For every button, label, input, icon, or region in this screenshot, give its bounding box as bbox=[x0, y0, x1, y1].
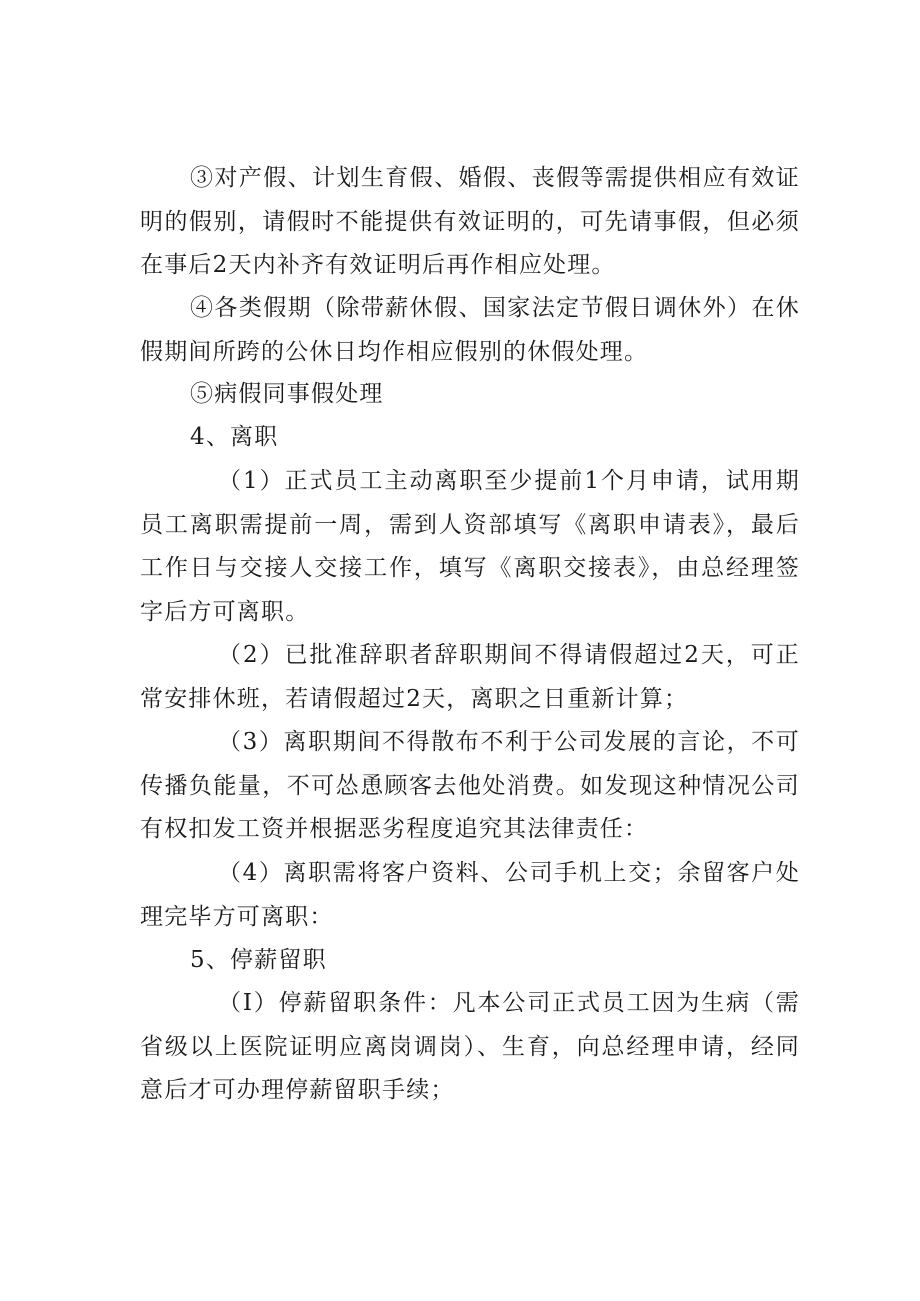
resignation-item-1: （1）正式员工主动离职至少提前1个月申请，试用期员工离职需提前一周，需到人资部填写《离职申请表》，最后工作日与交接人交接工作，填写《离职交接表》，由总经理签字后方可离职。 bbox=[140, 468, 800, 625]
resignation-item-4: （4）离职需将客户资料、公司手机上交；余留客户处理完毕方可离职： bbox=[140, 860, 800, 930]
resignation-item-2: （2）已批准辞职者辞职期间不得请假超过2天，可正常安排休班，若请假超过2天，离职之日重新计算； bbox=[140, 642, 800, 712]
paragraph-holiday-rest-days: ④各类假期（除带薪休假、国家法定节假日调休外）在休假期间所跨的公休日均作相应假别的休假处理。 bbox=[140, 295, 800, 365]
resignation-item-3: （3）离职期间不得散布不利于公司发展的言论，不可传播负能量，不可怂恿顾客去他处消费。如发现这种情况公司有权扣发工资并根据恶劣程度追究其法律责任： bbox=[140, 729, 800, 842]
section-heading-resignation: 4、离职 bbox=[190, 424, 279, 450]
unpaid-leave-item-1: （I）停薪留职条件：凡本公司正式员工因为生病（需省级以上医院证明应离岗调岗）、生育，向总经理申请，经同意后才可办理停薪留职手续； bbox=[140, 990, 800, 1103]
paragraph-sick-leave: ⑤病假同事假处理 bbox=[190, 381, 384, 407]
section-heading-unpaid-leave: 5、停薪留职 bbox=[190, 947, 327, 973]
paragraph-maternity-proof: ③对产假、计划生育假、婚假、丧假等需提供相应有效证明的假别，请假时不能提供有效证明的，可先请事假，但必须在事后2天内补齐有效证明后再作相应处理。 bbox=[140, 165, 800, 278]
